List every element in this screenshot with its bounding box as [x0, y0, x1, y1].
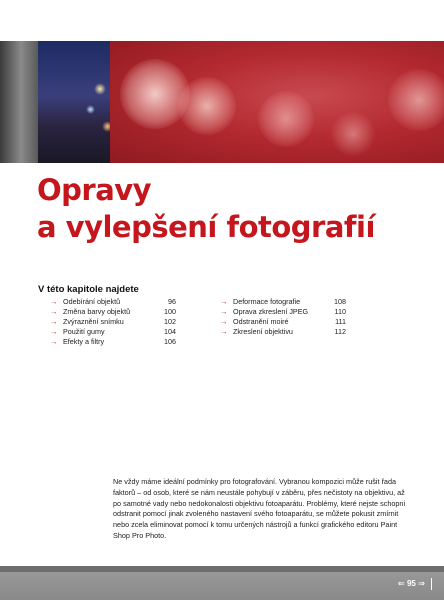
city-light	[94, 83, 106, 95]
toc-heading: V této kapitole najdete	[38, 284, 139, 295]
arrow-icon: →	[220, 297, 228, 306]
page-divider-bar	[431, 578, 432, 590]
toc-entry[interactable]	[220, 327, 346, 337]
arrow-icon: →	[220, 307, 228, 316]
chapter-intro-paragraph: Ne vždy máme ideální podmínky pro fotografování. Vybranou kompozici může rušit řada faktorů – od osob, které se nám neustále pohybují v záběru, přes nečistoty na objektivu, až po samotné vady nebo nedokonalosti objektivu fotoaparátu. Problémy, které nejste schopni odstranit pomocí jinak zvoleného nastavení svého fotoaparátu, se můžete pokusit zmírnit nebo zcela eliminovat pomocí k tomu určených nástrojů a funkcí grafického editoru Paint Shop Pro Photo.	[113, 477, 406, 540]
bokeh-circle	[258, 91, 314, 147]
toc-column-right	[220, 297, 346, 337]
banner-night-lights	[38, 41, 110, 163]
chapter-title-line2: a vylepšení fotografií	[37, 210, 375, 244]
arrow-icon: →	[50, 337, 58, 346]
toc-entry-label: Deformace fotografie	[233, 297, 301, 306]
arrow-icon: →	[50, 297, 58, 306]
footer-top-band	[0, 566, 444, 572]
toc-entry-page: 96	[168, 297, 176, 306]
arrow-right-icon[interactable]: ⇒	[418, 579, 425, 588]
toc-entry-label: Odstranění moiré	[233, 317, 289, 326]
chapter-title	[37, 172, 375, 246]
bokeh-circle	[178, 77, 236, 135]
toc-entry-page: 106	[164, 337, 176, 346]
page-number: 95	[406, 579, 416, 588]
chapter-title-line1: Opravy	[37, 173, 152, 207]
arrow-icon: →	[50, 307, 58, 316]
toc-entry[interactable]	[50, 297, 176, 307]
toc-entry-label: Zvýraznění snímku	[63, 317, 124, 326]
toc-entry[interactable]	[220, 307, 346, 317]
toc-entry-page: 102	[164, 317, 176, 326]
banner-gray-strip	[0, 41, 38, 163]
toc-entry[interactable]	[50, 317, 176, 327]
toc-entry[interactable]	[50, 337, 176, 347]
city-light	[86, 105, 95, 114]
page-navigation	[398, 578, 425, 590]
toc-entry-page: 100	[164, 307, 176, 316]
toc-entry-label: Odebírání objektů	[63, 297, 121, 306]
toc-column-left	[50, 297, 176, 347]
chapter-banner-photo	[0, 41, 444, 163]
toc-entry[interactable]	[50, 327, 176, 337]
bokeh-circle	[330, 111, 376, 157]
bokeh-circle	[388, 69, 444, 131]
toc-entry[interactable]	[50, 307, 176, 317]
arrow-icon: →	[220, 317, 228, 326]
arrow-icon: →	[220, 327, 228, 336]
toc-entry-page: 112	[334, 327, 346, 336]
arrow-icon: →	[50, 327, 58, 336]
toc-entry-label: Oprava zkreslení JPEG	[233, 307, 309, 316]
toc-entry-label: Použití gumy	[63, 327, 105, 336]
toc-entry-page: 104	[164, 327, 176, 336]
arrow-left-icon[interactable]: ⇐	[398, 579, 405, 588]
toc-entry-page: 110	[334, 307, 346, 316]
toc-entry-label: Efekty a filtry	[63, 337, 105, 346]
toc-entry-page: 111	[335, 317, 346, 326]
toc-entry-label: Zkreslení objektivu	[233, 327, 293, 336]
toc-entry-label: Změna barvy objektů	[63, 307, 131, 316]
toc-entry[interactable]	[220, 297, 346, 307]
page-footer	[0, 566, 444, 600]
toc-entry-page: 108	[334, 297, 346, 306]
arrow-icon: →	[50, 317, 58, 326]
toc-entry[interactable]	[220, 317, 346, 327]
